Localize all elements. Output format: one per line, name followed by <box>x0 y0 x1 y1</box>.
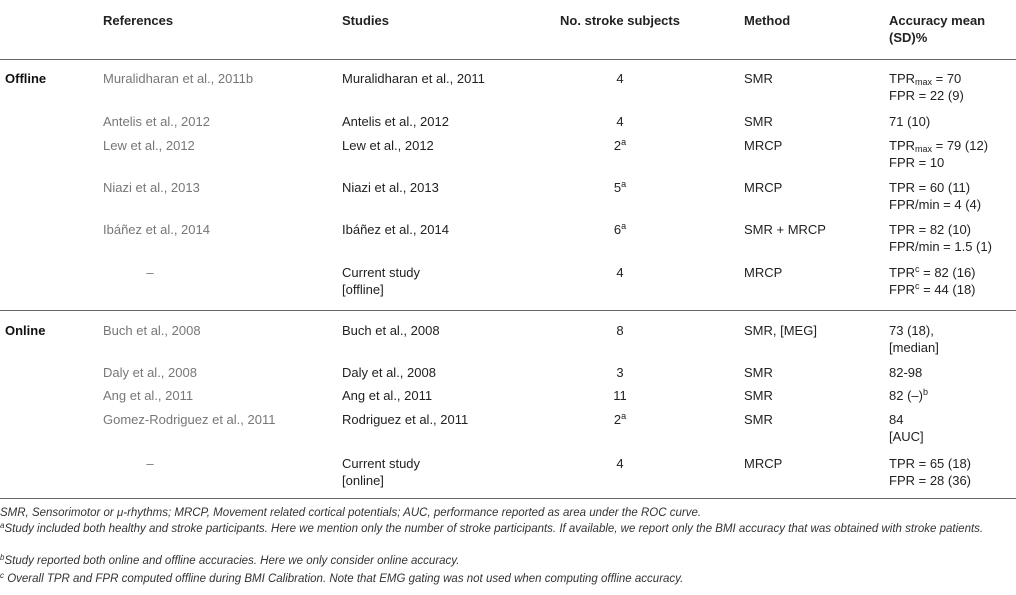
row-subjects: 3 <box>616 365 624 380</box>
row-study: Current study [online] <box>342 456 421 488</box>
header-accuracy: Accuracy mean (SD)% <box>889 13 986 45</box>
row-study: Rodriguez et al., 2011 <box>342 412 469 427</box>
row-method: MRCP <box>744 265 783 280</box>
row-accuracy: 82 $(-)^b$ <box>889 387 928 403</box>
row-accuracy: $TPR_{max} = 70$ FPR = 22 (9) <box>889 71 964 103</box>
row-method: SMR <box>744 114 773 129</box>
row-accuracy: $TPR_{max} = 79$ (12) FPR = 10 <box>889 138 989 170</box>
row-method: SMR + MRCP <box>744 222 826 237</box>
row-method: SMR <box>744 388 773 403</box>
row-study: Current study [offline] <box>342 265 421 297</box>
row-method: MRCP <box>744 180 783 195</box>
row-reference: Daly et al., 2008 <box>103 365 197 380</box>
row-study: Buch et al., 2008 <box>342 323 440 338</box>
row-accuracy: 71 (10) <box>889 114 931 129</box>
header-studies: Studies <box>342 13 389 28</box>
row-subjects: 4 <box>616 71 624 86</box>
row-reference: Ibáñez et al., 2014 <box>103 222 210 237</box>
row-study: Ang et al., 2011 <box>342 388 433 403</box>
row-method: MRCP <box>744 138 783 153</box>
row-method: SMR <box>744 412 773 427</box>
row-subjects: 2$^a$ <box>613 137 627 153</box>
row-reference: Niazi et al., 2013 <box>103 180 200 195</box>
row-subjects: 4 <box>616 456 624 471</box>
row-reference: Lew et al., 2012 <box>103 138 195 153</box>
footnote-abbreviations: SMR, Sensorimotor or μ-rhythms; MRCP, Movement related cortical potentials; AUC, performance reported as area under the ROC curve. <box>0 507 702 519</box>
row-method: SMR, [MEG] <box>744 323 817 338</box>
row-subjects: 4 <box>616 114 624 129</box>
row-accuracy: 82-98 <box>889 365 923 380</box>
header-divider <box>0 59 1016 60</box>
row-accuracy: TPR = 60 (11) FPR/min = 4 (4) <box>889 180 982 212</box>
row-study: Lew et al., 2012 <box>342 138 434 153</box>
row-method: MRCP <box>744 456 783 471</box>
row-reference: Ang et al., 2011 <box>103 388 194 403</box>
footnote-b: $^b$Study reported both online and offline accuracies. Here we only consider online accuracy. <box>0 553 460 567</box>
row-subjects: 2$^a$ <box>613 411 627 427</box>
row-reference: – <box>146 265 154 280</box>
header-references: References <box>103 13 174 28</box>
group-divider <box>0 310 1016 311</box>
footnote-a: $^a$Study included both healthy and stroke participants. Here we mention only the number of stroke participants. If available, we report only the BMI accuracy that was obtained with stroke patients. <box>0 521 984 535</box>
row-accuracy: TPR = 82 (10) FPR/min = 1.5 (1) <box>889 222 992 254</box>
header-subjects: No. stroke subjects <box>560 13 680 28</box>
row-accuracy: TPR = 65 (18) FPR = 28 (36) <box>889 456 972 488</box>
row-accuracy: $TPR^c = 82$ (16) $FPR^c = 44$ (18) <box>889 264 976 297</box>
table-bottom-rule <box>0 498 1016 499</box>
row-study: Muralidharan et al., 2011 <box>342 71 485 86</box>
group-offline: Offline <box>5 71 47 86</box>
row-subjects: 5$^a$ <box>613 179 627 195</box>
row-reference: Buch et al., 2008 <box>103 323 201 338</box>
footnote-c: $^c$ Overall TPR and FPR computed offline during BMI Calibration. Note that EMG gating was not used when computing offline accuracy. <box>0 571 684 585</box>
row-reference: Antelis et al., 2012 <box>103 114 210 129</box>
row-study: Ibáñez et al., 2014 <box>342 222 449 237</box>
row-method: SMR <box>744 71 773 86</box>
row-study: Daly et al., 2008 <box>342 365 436 380</box>
group-online: Online <box>5 323 46 338</box>
row-study: Antelis et al., 2012 <box>342 114 449 129</box>
row-subjects: 8 <box>616 323 624 338</box>
header-method: Method <box>744 13 791 28</box>
row-subjects: 6$^a$ <box>613 221 627 237</box>
row-accuracy: 84 [AUC] <box>889 412 924 444</box>
row-accuracy: 73 (18), [median] <box>889 323 939 355</box>
row-reference: Gomez-Rodriguez et al., 2011 <box>103 412 276 427</box>
row-subjects: 11 <box>613 388 627 403</box>
row-reference: – <box>146 456 154 471</box>
row-study: Niazi et al., 2013 <box>342 180 439 195</box>
row-subjects: 4 <box>616 265 624 280</box>
row-reference: Muralidharan et al., 2011b <box>103 71 254 86</box>
row-method: SMR <box>744 365 773 380</box>
